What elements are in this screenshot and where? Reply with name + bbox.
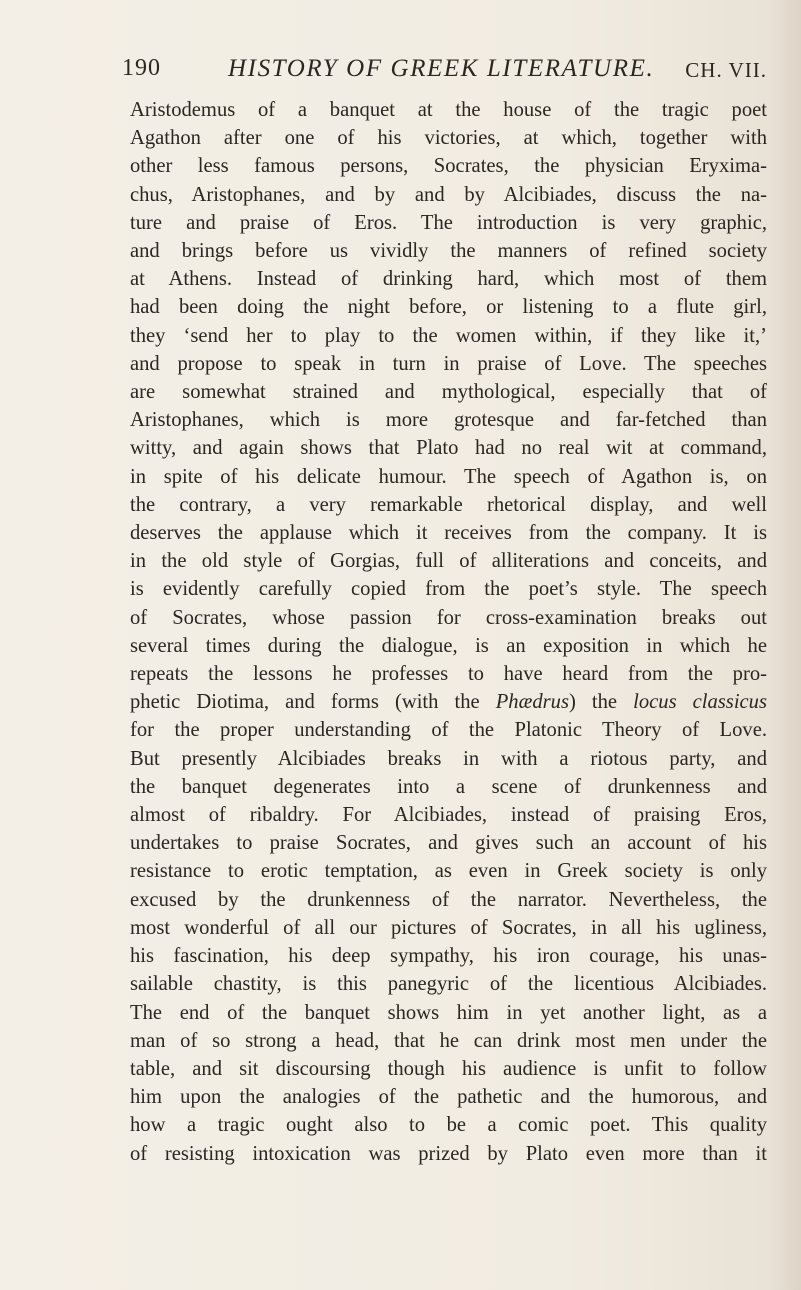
text-line: But presently Alcibiades breaks in with a riotous party, and (130, 747, 767, 770)
line-segment: phetic Diotima, and forms (with the (130, 691, 496, 714)
text-line: deserves the applause which it receives from the company. It is (130, 522, 767, 545)
text-line: him upon the analogies of the pathetic and the humorous, and (130, 1086, 767, 1109)
text-line: is evidently carefully copied from the poet’s style. The speech (130, 578, 767, 601)
text-line: excused by the drunkenness of the narrator. Nevertheless, the (130, 888, 767, 911)
text-line: in the old style of Gorgias, full of alliterations and conceits, and (130, 550, 767, 573)
text-line: ture and praise of Eros. The introduction is very graphic, (130, 211, 767, 234)
text-line: and brings before us vividly the manners of refined society (130, 240, 767, 263)
text-line: are somewhat strained and mythological, especially that of (130, 381, 767, 404)
text-line: repeats the lessons he professes to have heard from the pro- (130, 663, 767, 686)
text-line: of resisting intoxication was prized by Plato even more than it (130, 1142, 767, 1165)
text-line: they ‘send her to play to the women within, if they like it,’ (130, 324, 767, 347)
text-line: undertakes to praise Socrates, and gives such an account of his (130, 832, 767, 855)
running-head: HISTORY OF GREEK LITERATURE. (228, 55, 655, 82)
text-line: several times during the dialogue, is an exposition in which he (130, 634, 767, 657)
text-line: in spite of his delicate humour. The speech of Agathon is, on (130, 465, 767, 488)
text-line: and propose to speak in turn in praise of Love. The speeches (130, 352, 767, 375)
text-line: The end of the banquet shows him in yet another light, as a (130, 1001, 767, 1024)
text-line: resistance to erotic temptation, as even in Greek society is only (130, 860, 767, 883)
text-line: the contrary, a very remarkable rhetorical display, and well (130, 493, 767, 516)
text-line: witty, and again shows that Plato had no real wit at command, (130, 437, 767, 460)
page-header (122, 55, 767, 91)
text-line: the banquet degenerates into a scene of drunkenness and (130, 775, 767, 798)
text-line: for the proper understanding of the Platonic Theory of Love. (130, 719, 767, 742)
text-line: table, and sit discoursing though his audience is unfit to follow (130, 1057, 767, 1080)
text-line: had been doing the night before, or listening to a flute girl, (130, 296, 767, 319)
text-line: chus, Aristophanes, and by and by Alcibiades, discuss the na- (130, 183, 767, 206)
text-line: how a tragic ought also to be a comic poet. This quality (130, 1114, 767, 1137)
text-line: almost of ribaldry. For Alcibiades, instead of praising Eros, (130, 804, 767, 827)
text-line: Aristophanes, which is more grotesque and far-fetched than (130, 409, 767, 432)
italic-phrase-locus-classicus: locus classicus (633, 691, 767, 714)
line-segment: ) the (568, 691, 634, 714)
text-line: Aristodemus of a banquet at the house of the tragic poet (130, 99, 767, 121)
text-line: sailable chastity, is this panegyric of the licentious Alcibiades. (130, 973, 767, 996)
text-line: his fascination, his deep sympathy, his iron courage, his unas- (130, 945, 767, 968)
italic-title-phaedrus: Phædrus (495, 691, 569, 714)
text-line-with-italics (130, 688, 767, 716)
body-paragraph (130, 96, 767, 1168)
text-line: most wonderful of all our pictures of Socrates, in all his ugliness, (130, 916, 767, 939)
text-line: at Athens. Instead of drinking hard, which most of them (130, 268, 767, 291)
text-line: of Socrates, whose passion for cross-examination breaks out (130, 606, 767, 629)
text-line: other less famous persons, Socrates, the physician Eryxima- (130, 155, 767, 178)
text-line: Agathon after one of his victories, at which, together with (130, 127, 767, 150)
page-number: 190 (122, 55, 161, 81)
chapter-marker: CH. VII. (685, 58, 767, 82)
text-line: man of so strong a head, that he can drink most men under the (130, 1029, 767, 1052)
